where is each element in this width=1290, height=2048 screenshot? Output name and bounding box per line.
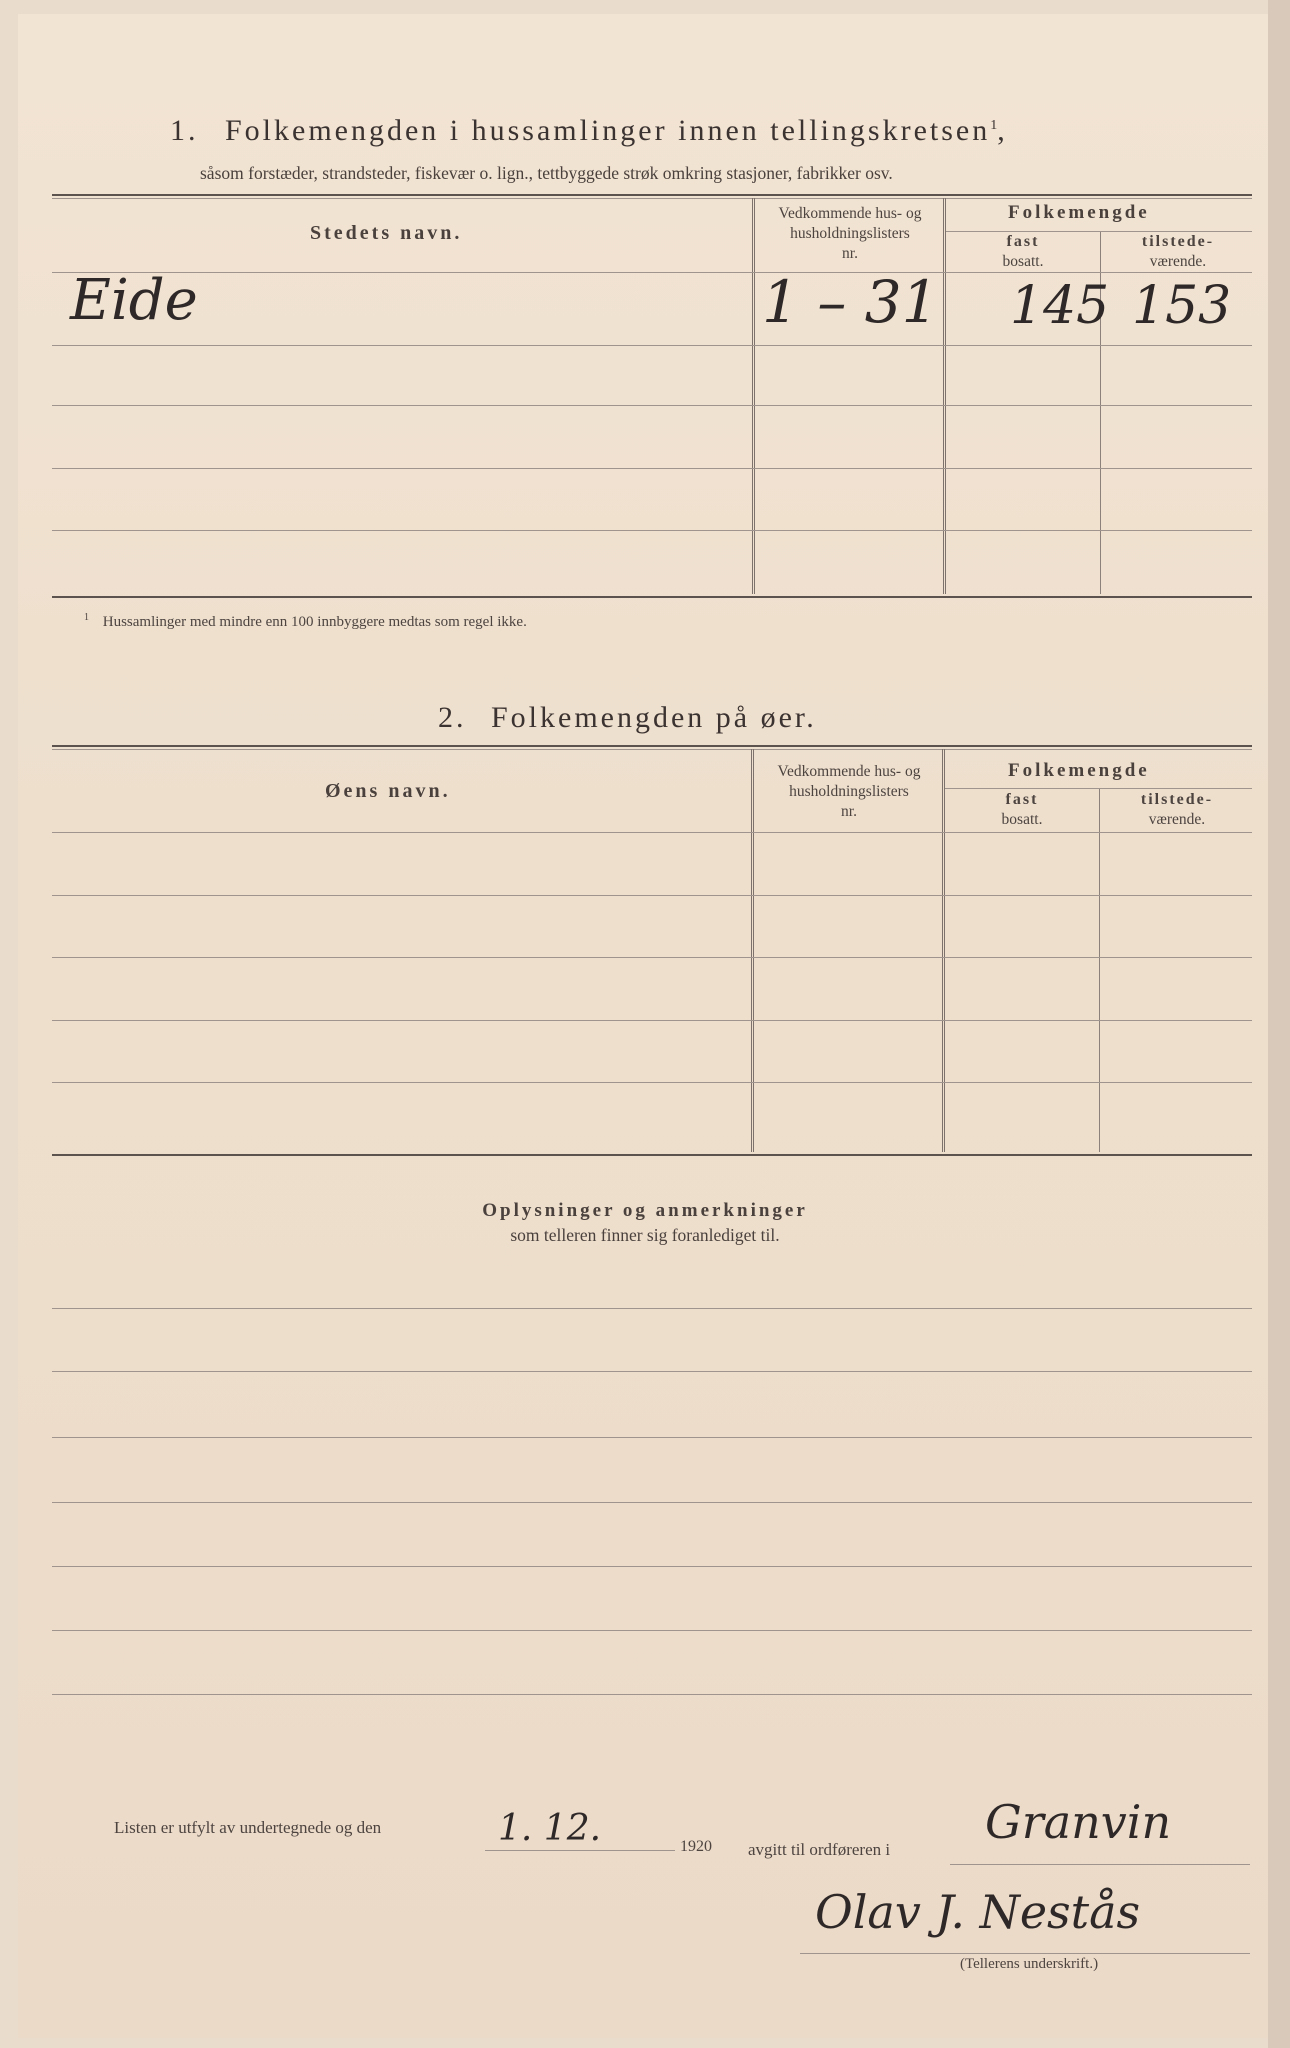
table2-col-lists-line1: Vedkommende hus- og: [777, 763, 921, 780]
notes-rule: [52, 1308, 1252, 1309]
table2-col-tilstede-line2: værende.: [1148, 811, 1206, 828]
table2-col-tilstede: [1103, 790, 1251, 830]
table1-row-rule: [52, 530, 1252, 531]
section2-heading: [438, 701, 817, 735]
table1-row-fast: 145: [1010, 276, 1110, 336]
section2-number: 2.: [438, 701, 467, 734]
table2-col-tilstede-line1: tilstede-: [1140, 791, 1214, 808]
notes-subtitle: som telleren finner sig foranlediget til.: [510, 1225, 780, 1245]
table1-row-tilstede: 153: [1132, 276, 1232, 336]
table2-col-fast: [947, 790, 1097, 830]
table1-row-rule: [52, 405, 1252, 406]
section1-subtitle: såsom forstæder, strandsteder, fiskevær o. lign., tettbyggede strøk omkring stasjoner, fabrikker osv.: [200, 163, 893, 183]
table1-col-tilstede-line2: værende.: [1149, 253, 1207, 270]
footnote-text: Hussamlinger med mindre enn 100 innbyggere medtas som regel ikke.: [102, 614, 527, 630]
signature-text-before: Listen er utfylt av undertegnede og den: [114, 1818, 382, 1837]
section1-title-tail: ,: [997, 114, 1008, 147]
section2-title: Folkemengden på øer.: [491, 701, 817, 734]
table2-divider-c: [1099, 789, 1100, 1152]
notes-rule: [52, 1437, 1252, 1438]
notes-rule: [52, 1566, 1252, 1567]
table1-row-rule: [52, 345, 1252, 346]
table1-row-lists: 1 – 31: [762, 268, 939, 336]
table1-col-group: Folkemengde: [1008, 202, 1150, 223]
page-edge: [1268, 0, 1290, 2048]
table1-col-fast-line1: fast: [1006, 233, 1040, 250]
table1-bottom-rule: [52, 596, 1252, 598]
table2-header-rule: [52, 832, 1252, 833]
notes-rule: [52, 1694, 1252, 1695]
section1-number: 1.: [170, 114, 199, 147]
table2-row-rule: [52, 1082, 1252, 1083]
table1-col-tilstede-line1: tilstede-: [1141, 233, 1215, 250]
section1-title: Folkemengden i hussamlinger innen tellingskretsen: [225, 114, 991, 147]
notes-rule: [52, 1630, 1252, 1631]
table1-header-rule: [52, 272, 1252, 273]
signature-municipality-rule: [950, 1864, 1250, 1865]
signature-text-after: avgitt til ordføreren i: [748, 1840, 891, 1859]
signature-caption: (Tellerens underskrift.): [960, 1956, 1099, 1972]
footnote-mark: 1: [84, 612, 89, 623]
table1-top-rule: [52, 194, 1252, 196]
table1-divider-a: [752, 198, 755, 594]
signature-year: 1920: [680, 1838, 712, 1855]
signature-name: Olav J. Nestås: [815, 1885, 1141, 1939]
table2-col-fast-line1: fast: [1005, 791, 1039, 808]
table1-row-name: Eide: [70, 268, 198, 333]
table2-divider-b: [942, 749, 945, 1152]
table1-col-tilstede: [1104, 232, 1252, 272]
table1-top-rule-thin: [52, 198, 1252, 199]
table1-col-name: Stedets navn.: [310, 222, 463, 244]
table1-col-fast: [948, 232, 1098, 272]
table2-col-lists-line2: husholdningslisters: [789, 783, 909, 800]
table2-row-rule: [52, 895, 1252, 896]
table2-divider-a: [751, 749, 754, 1152]
table2-row-rule: [52, 1020, 1252, 1021]
table2-col-group: Folkemengde: [1008, 760, 1150, 781]
table1-col-lists-line3: nr.: [842, 245, 858, 262]
signature-date-rule: [485, 1850, 675, 1851]
table2-bottom-rule: [52, 1154, 1252, 1156]
table2-row-rule: [52, 957, 1252, 958]
table1-col-lists: [758, 204, 942, 264]
section1-title-mark: 1: [990, 118, 998, 133]
section1-heading: [170, 114, 1008, 148]
notes-rule: [52, 1502, 1252, 1503]
table1-divider-b: [943, 198, 946, 594]
table2-col-lists-line3: nr.: [841, 803, 857, 820]
table2-group-rule: [945, 788, 1252, 789]
table2-col-lists: [757, 762, 941, 822]
table1-row-rule: [52, 468, 1252, 469]
table1-col-lists-line2: husholdningslisters: [790, 225, 910, 242]
table1-col-fast-line2: bosatt.: [1002, 253, 1044, 270]
signature-name-rule: [800, 1953, 1250, 1954]
footnote: [84, 612, 527, 631]
notes-rule: [52, 1371, 1252, 1372]
table2-top-rule-thin: [52, 749, 1252, 750]
notes-title: Oplysninger og anmerkninger: [482, 1200, 808, 1221]
signature-date: 1. 12.: [498, 1808, 602, 1849]
table2-top-rule: [52, 745, 1252, 747]
table2-col-fast-line2: bosatt.: [1001, 811, 1043, 828]
signature-municipality: Granvin: [985, 1795, 1172, 1849]
table1-col-lists-line1: Vedkommende hus- og: [778, 205, 922, 222]
table2-col-name: Øens navn.: [325, 780, 451, 802]
